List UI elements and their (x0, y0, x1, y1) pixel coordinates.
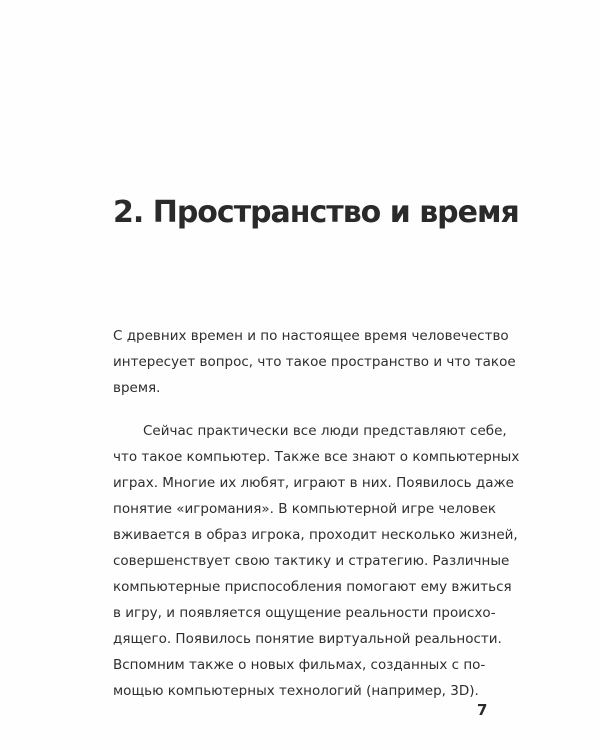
text-line: дящего. Появилось понятие виртуальной реальности. (113, 631, 502, 647)
page-number: 7 (477, 701, 488, 719)
body-text (113, 323, 520, 704)
text-line: С древних времен и по настоящее время человечество (113, 328, 509, 344)
text-line: компьютерные приспособления помогают ему вжиться (113, 579, 512, 595)
paragraph-1 (113, 323, 516, 401)
chapter-title: 2. Пространство и время (113, 195, 519, 230)
text-line: Вспомним также о новых фильмах, созданных с по- (113, 657, 486, 673)
paragraph-spacer (113, 401, 485, 418)
text-line: понятие «игромания». В компьютерной игре человек (113, 501, 497, 517)
paragraph-2 (113, 418, 520, 704)
text-line: в игру, и появляется ощущение реальности происхо- (113, 605, 496, 621)
text-line: Сейчас практически все люди представляют себе, (143, 423, 507, 439)
text-line: вживается в образ игрока, проходит несколько жизней, (113, 527, 518, 543)
text-line: интересует вопрос, что такое пространство и что такое (113, 354, 516, 370)
text-line: время. (113, 380, 161, 396)
text-line: мощью компьютерных технологий (например, 3D). (113, 683, 479, 699)
text-line: совершенствует свою тактику и стратегию. Различные (113, 553, 510, 569)
text-line: что такое компьютер. Также все знают о компьютерных (113, 449, 520, 465)
text-line: играх. Многие их любят, играют в них. Появилось даже (113, 475, 514, 491)
